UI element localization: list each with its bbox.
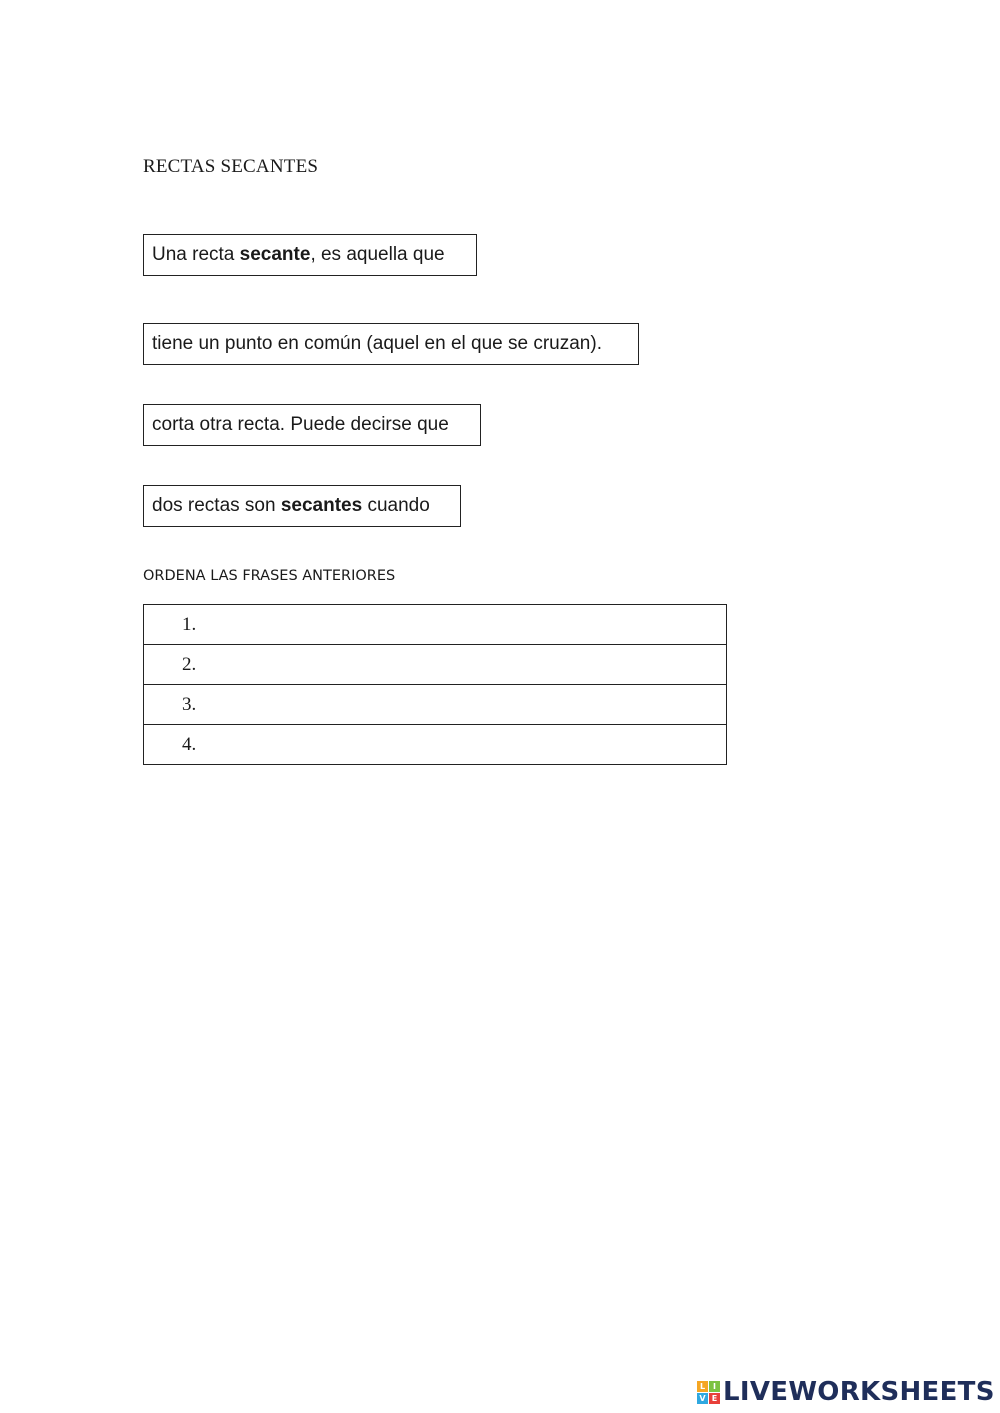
answer-cell-3[interactable]: 3. — [144, 685, 727, 725]
answer-row[interactable] — [144, 645, 727, 685]
instruction-text: ORDENA LAS FRASES ANTERIORES — [143, 568, 396, 584]
phrase-text: corta otra recta. Puede decirse que — [152, 414, 449, 435]
logo-mark-tile: V — [697, 1393, 708, 1404]
answer-cell-4[interactable]: 4. — [144, 725, 727, 765]
answer-cell-1[interactable]: 1. — [144, 605, 727, 645]
logo-mark-tile: I — [709, 1381, 720, 1392]
logo-mark-tile: E — [709, 1393, 720, 1404]
answer-table — [143, 604, 727, 765]
logo-mark-tile: L — [697, 1381, 708, 1392]
answer-row[interactable] — [144, 685, 727, 725]
phrase-text: tiene un punto en común (aquel en el que se cruzan). — [152, 333, 602, 354]
phrase-box-2[interactable] — [143, 323, 639, 365]
answer-row[interactable] — [144, 605, 727, 645]
phrase-box-4[interactable] — [143, 485, 461, 527]
answer-row[interactable] — [144, 725, 727, 765]
phrase-box-3[interactable] — [143, 404, 481, 446]
liveworksheets-logo — [697, 1377, 995, 1407]
phrase-box-1[interactable] — [143, 234, 477, 276]
answer-cell-2[interactable]: 2. — [144, 645, 727, 685]
logo-text: LIVEWORKSHEETS — [723, 1377, 995, 1407]
phrase-text: dos rectas son secantes cuando — [152, 495, 430, 516]
logo-mark-icon — [697, 1381, 720, 1404]
page-title: RECTAS SECANTES — [143, 156, 319, 177]
phrase-text: Una recta secante, es aquella que — [152, 244, 445, 265]
